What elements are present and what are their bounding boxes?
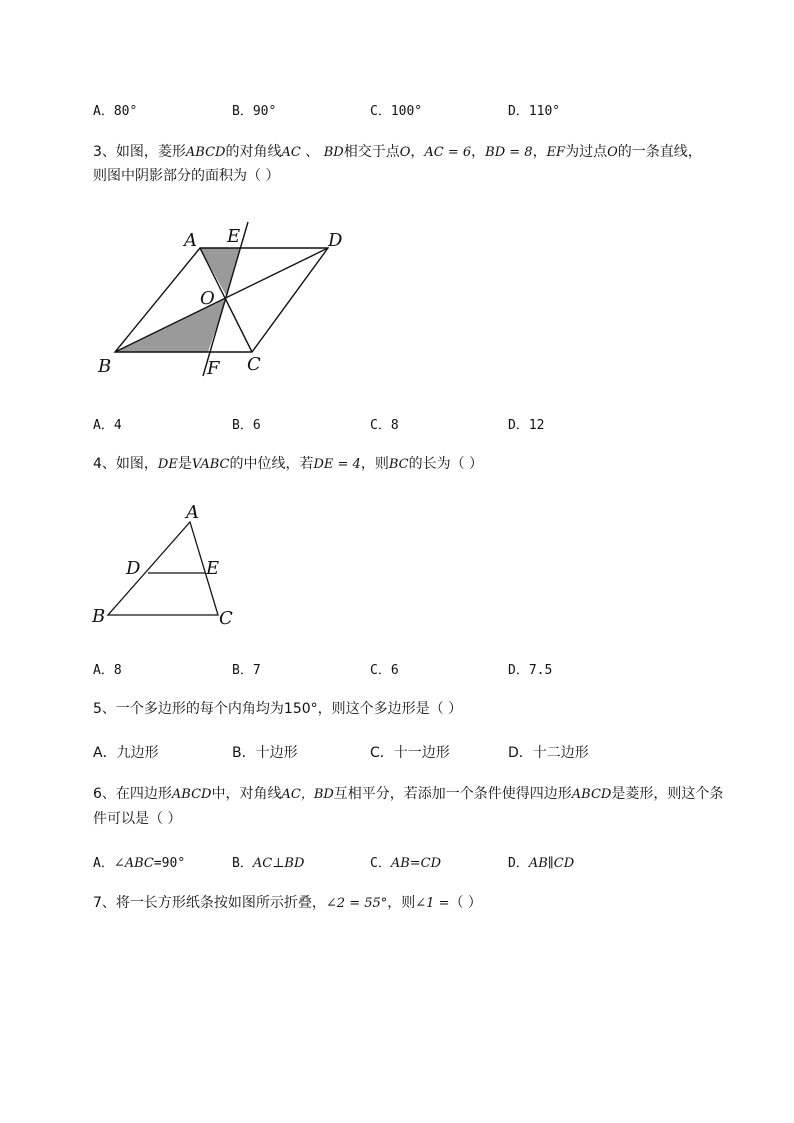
q3-rhombus-figure [90, 220, 360, 380]
q3-question: 3、如图，菱形ABCD的对角线AC 、 BD相交于点O，AC = 6，BD = 8，EF为过点O的一条直线， [93, 144, 702, 160]
q5-option-a: A．九边形 [93, 745, 159, 761]
q5-question: 5、一个多边形的每个内角均为150°，则这个多边形是（ ） [93, 701, 463, 717]
q4-option-a: A．8 [93, 663, 122, 678]
q3-label-b: B [98, 356, 112, 377]
q3-label-f: F [207, 358, 220, 379]
q4-label-e: E [206, 558, 220, 579]
q3-label-e: E [227, 226, 241, 247]
q3-question-line2: 则图中阴影部分的面积为（ ） [93, 168, 280, 184]
q4-triangle-figure [88, 500, 248, 630]
q5-option-c: C．十一边形 [370, 745, 450, 761]
q4-option-c: C．6 [370, 663, 399, 678]
q6-option-b: B．AC⊥BD [232, 856, 305, 871]
q6-question: 6、在四边形ABCD中，对角线AC，BD互相平分，若添加一个条件使得四边形ABCD是菱形，则这个条 [93, 786, 724, 802]
q6-question-line2: 件可以是（ ） [93, 811, 182, 827]
q3-label-c: C [247, 354, 261, 375]
q4-label-d: D [126, 558, 141, 579]
q3-option-a: A．4 [93, 418, 122, 433]
q2-option-d: D．110° [508, 104, 561, 119]
q6-option-d: D．AB∥CD [508, 856, 575, 871]
q4-question: 4、如图，DE是VABC的中位线，若DE = 4，则BC的长为（ ） [93, 456, 484, 472]
q5-option-d: D．十二边形 [508, 745, 589, 761]
q4-option-b: B．7 [232, 663, 261, 678]
q2-option-b: B．90° [232, 104, 277, 119]
q2-option-c: C．100° [370, 104, 423, 119]
q2-option-a: A．80° [93, 104, 138, 119]
q4-triangle-abc [108, 522, 218, 615]
q3-label-o: O [200, 288, 215, 309]
q4-label-a: A [186, 502, 199, 523]
q7-question: 7、将一长方形纸条按如图所示折叠，∠2 = 55°，则∠1 =（ ） [93, 895, 482, 911]
q3-option-b: B．6 [232, 418, 261, 433]
q3-option-d: D．12 [508, 418, 545, 433]
q4-label-b: B [92, 606, 106, 627]
q3-label-a: A [184, 230, 197, 251]
q4-option-d: D．7.5 [508, 663, 553, 678]
q3-option-c: C．8 [370, 418, 399, 433]
q4-label-c: C [219, 608, 233, 629]
q6-option-a: A．∠ABC=90° [93, 856, 186, 871]
q3-label-d: D [328, 230, 343, 251]
q5-option-b: B．十边形 [232, 745, 298, 761]
q6-option-c: C．AB=CD [370, 856, 442, 871]
